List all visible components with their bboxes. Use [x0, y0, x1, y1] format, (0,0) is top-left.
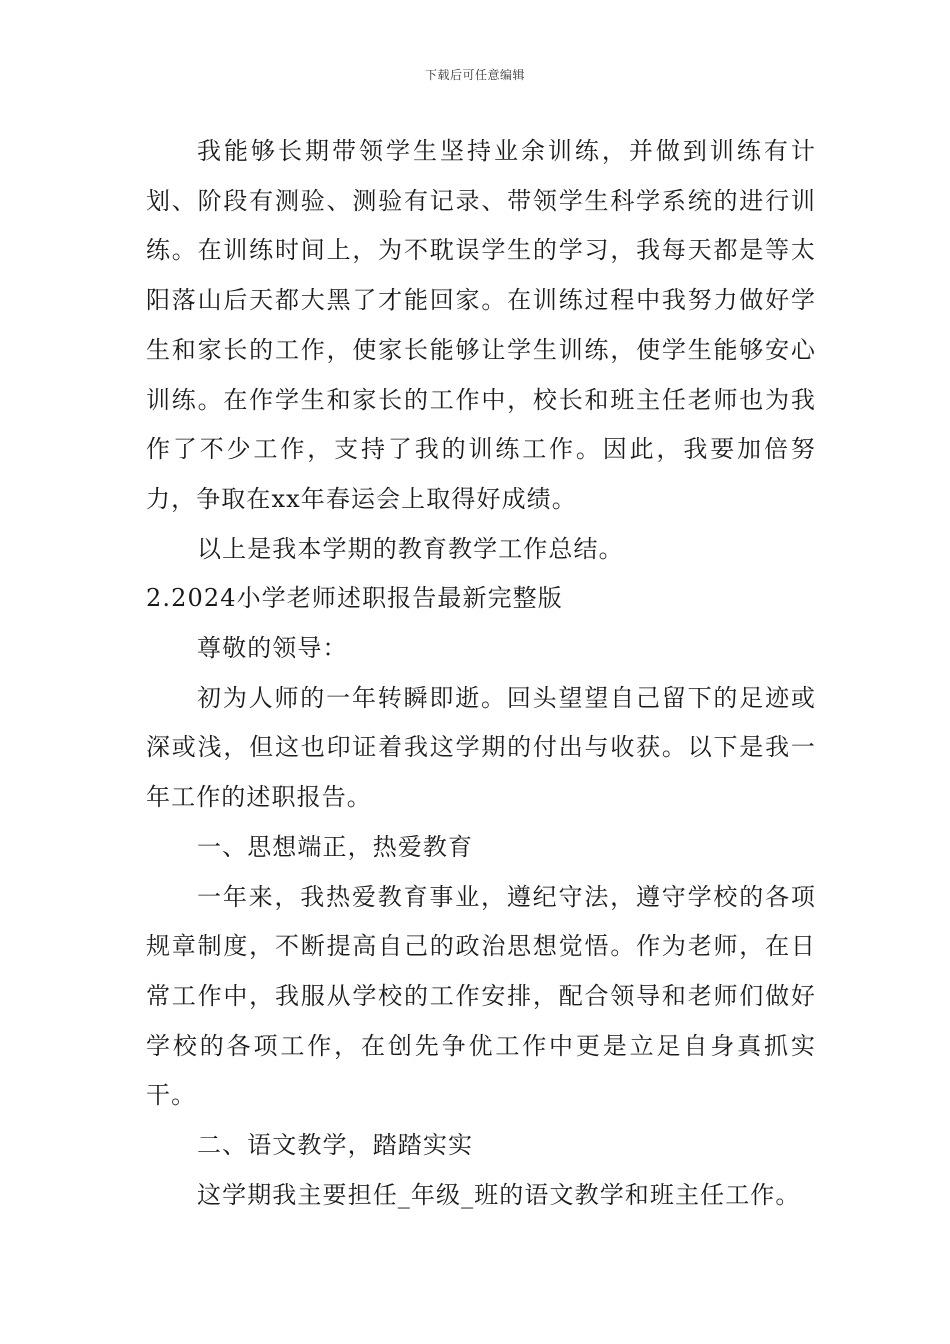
subheading-chinese-teaching: 二、语文教学，踏踏实实 [197, 1131, 474, 1160]
paragraph-summary-closing: 以上是我本学期的教育教学工作总结。 [197, 534, 624, 563]
subheading-thought: 一、思想端正，热爱教育 [197, 832, 474, 861]
paragraph-thought: 一年来，我热爱教育事业，遵纪守法，遵守学校的各项规章制度，不断提高自己的政治思想觉悟。作为老师，在日常工作中，我服从学校的工作安排，配合领导和老师们做好学校的各项工作，在创先争优工作中更是立足自身真抓实干。 [146, 882, 816, 1110]
section-heading-report: 2.2024小学老师述职报告最新完整版 [146, 584, 563, 613]
page-header-note: 下载后可任意编辑 [424, 68, 525, 82]
paragraph-intro: 初为人师的一年转瞬即逝。回头望望自己留下的足迹或深或浅，但这也印证着我这学期的付出与收获。以下是我一年工作的述职报告。 [146, 683, 816, 812]
document-body [146, 127, 816, 1220]
paragraph-training: 我能够长期带领学生坚持业余训练，并做到训练有计划、阶段有测验、测验有记录、带领学生科学系统的进行训练。在训练时间上，为不耽误学生的学习，我每天都是等太阳落山后天都大黑了才能回家。在训练过程中我努力做好学生和家长的工作，使家长能够让学生训练，使学生能够安心训练。在作学生和家长的工作中，校长和班主任老师也为我作了不少工作，支持了我的训练工作。因此，我要加倍努力，争取在xx年春运会上取得好成绩。 [146, 137, 816, 513]
paragraph-chinese-teaching: 这学期我主要担任_年级_班的语文教学和班主任工作。 [197, 1180, 801, 1209]
salutation: 尊敬的领导： [197, 634, 348, 663]
